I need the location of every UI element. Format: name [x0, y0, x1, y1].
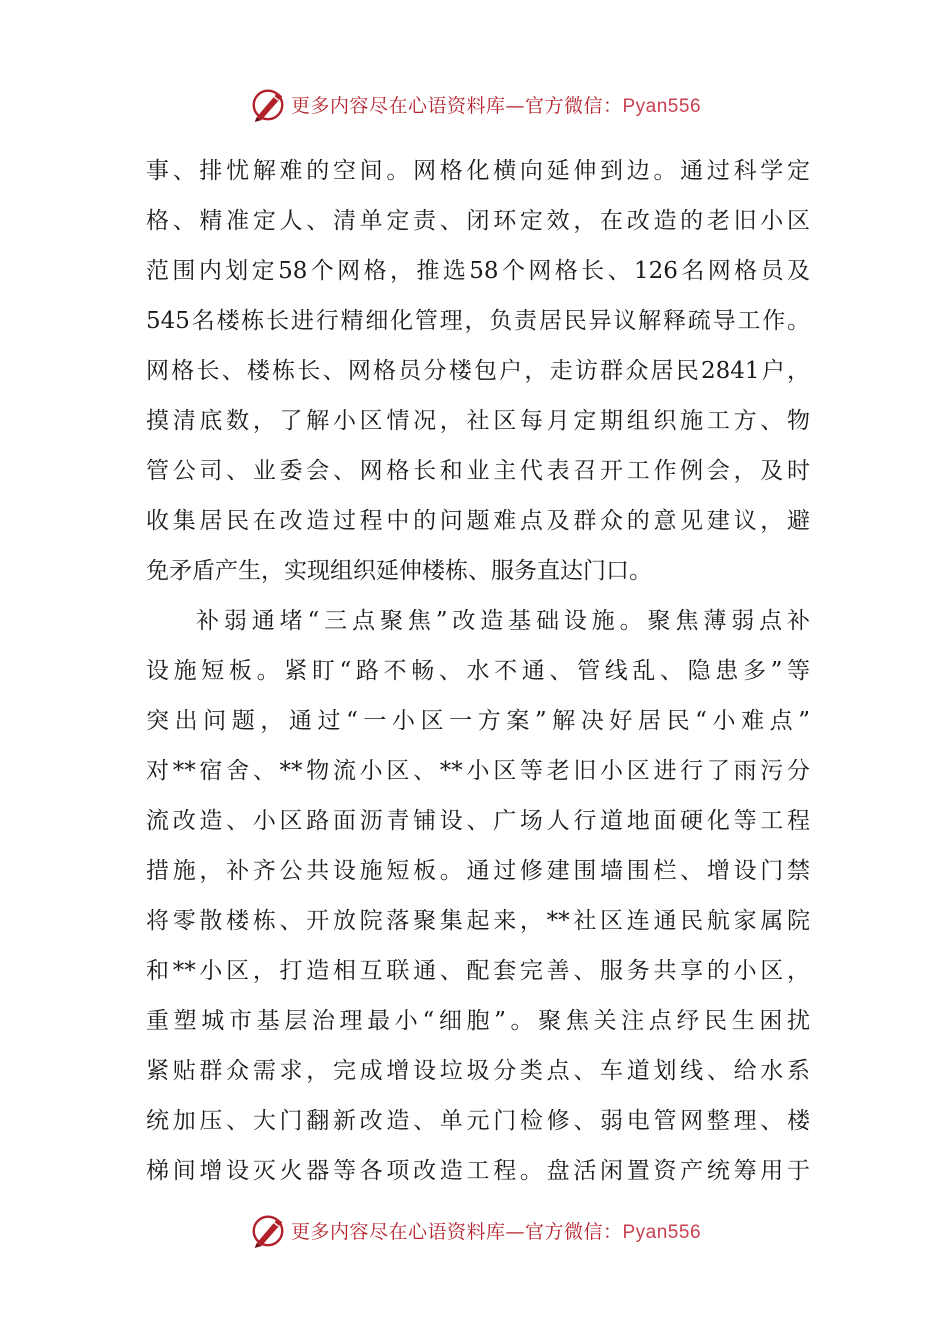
pen-logo-icon [249, 1211, 287, 1249]
text-line: 事、排忧解难的空间。网格化横向延伸到边。通过科学定 [146, 158, 810, 184]
banner-wechat-id: Pyan556 [622, 95, 702, 117]
banner-label [291, 1217, 701, 1244]
document-body [146, 146, 810, 1196]
text-line: 紧贴群众需求，完成增设垃圾分类点、车道划线、给水系 [146, 1058, 810, 1084]
banner-text: 更多内容尽在心语资料库—官方微信： [290, 94, 623, 117]
pen-logo-icon [249, 85, 287, 123]
text-line: 将零散楼栋、开放院落聚集起来，**社区连通民航家属院 [146, 908, 810, 934]
paragraph [146, 146, 810, 596]
text-line: 统加压、大门翻新改造、单元门检修、弱电管网整理、楼 [146, 1108, 810, 1134]
text-line: 收集居民在改造过程中的问题难点及群众的意见建议，避 [146, 508, 810, 534]
text-line: 设施短板。紧盯“路不畅、水不通、管线乱、隐患多”等 [146, 658, 810, 684]
text-line: 对**宿舍、**物流小区、**小区等老旧小区进行了雨污分 [146, 758, 810, 784]
banner-text: 更多内容尽在心语资料库—官方微信： [290, 1220, 623, 1243]
text-line: 网格长、楼栋长、网格员分楼包户，走访群众居民2841户， [146, 358, 810, 384]
text-line: 重塑城市基层治理最小“细胞”。聚焦关注点纾民生困扰 [146, 1008, 810, 1034]
banner-wechat-id: Pyan556 [622, 1221, 702, 1243]
text-line: 范围内划定58个网格，推选58个网格长、126名网格员及 [146, 258, 810, 284]
text-line: 补弱通堵“三点聚焦”改造基础设施。聚焦薄弱点补 [196, 608, 810, 634]
text-line: 545名楼栋长进行精细化管理，负责居民异议解释疏导工作。 [146, 308, 810, 334]
footer-banner [0, 1210, 950, 1250]
text-line: 免矛盾产生，实现组织延伸楼栋、服务直达门口。 [146, 558, 652, 584]
text-line: 和**小区，打造相互联通、配套完善、服务共享的小区， [146, 958, 810, 984]
text-line: 梯间增设灭火器等各项改造工程。盘活闲置资产统筹用于 [146, 1158, 810, 1184]
banner-label [291, 91, 701, 118]
text-line: 管公司、业委会、网格长和业主代表召开工作例会，及时 [146, 458, 810, 484]
header-banner [0, 84, 950, 124]
text-line: 流改造、小区路面沥青铺设、广场人行道地面硬化等工程 [146, 808, 810, 834]
paragraph [146, 596, 810, 1196]
text-line: 摸清底数，了解小区情况，社区每月定期组织施工方、物 [146, 408, 810, 434]
text-line: 措施，补齐公共设施短板。通过修建围墙围栏、增设门禁 [146, 858, 810, 884]
text-line: 格、精准定人、清单定责、闭环定效，在改造的老旧小区 [146, 208, 810, 234]
text-line: 突出问题，通过“一小区一方案”解决好居民“小难点” [146, 708, 810, 734]
